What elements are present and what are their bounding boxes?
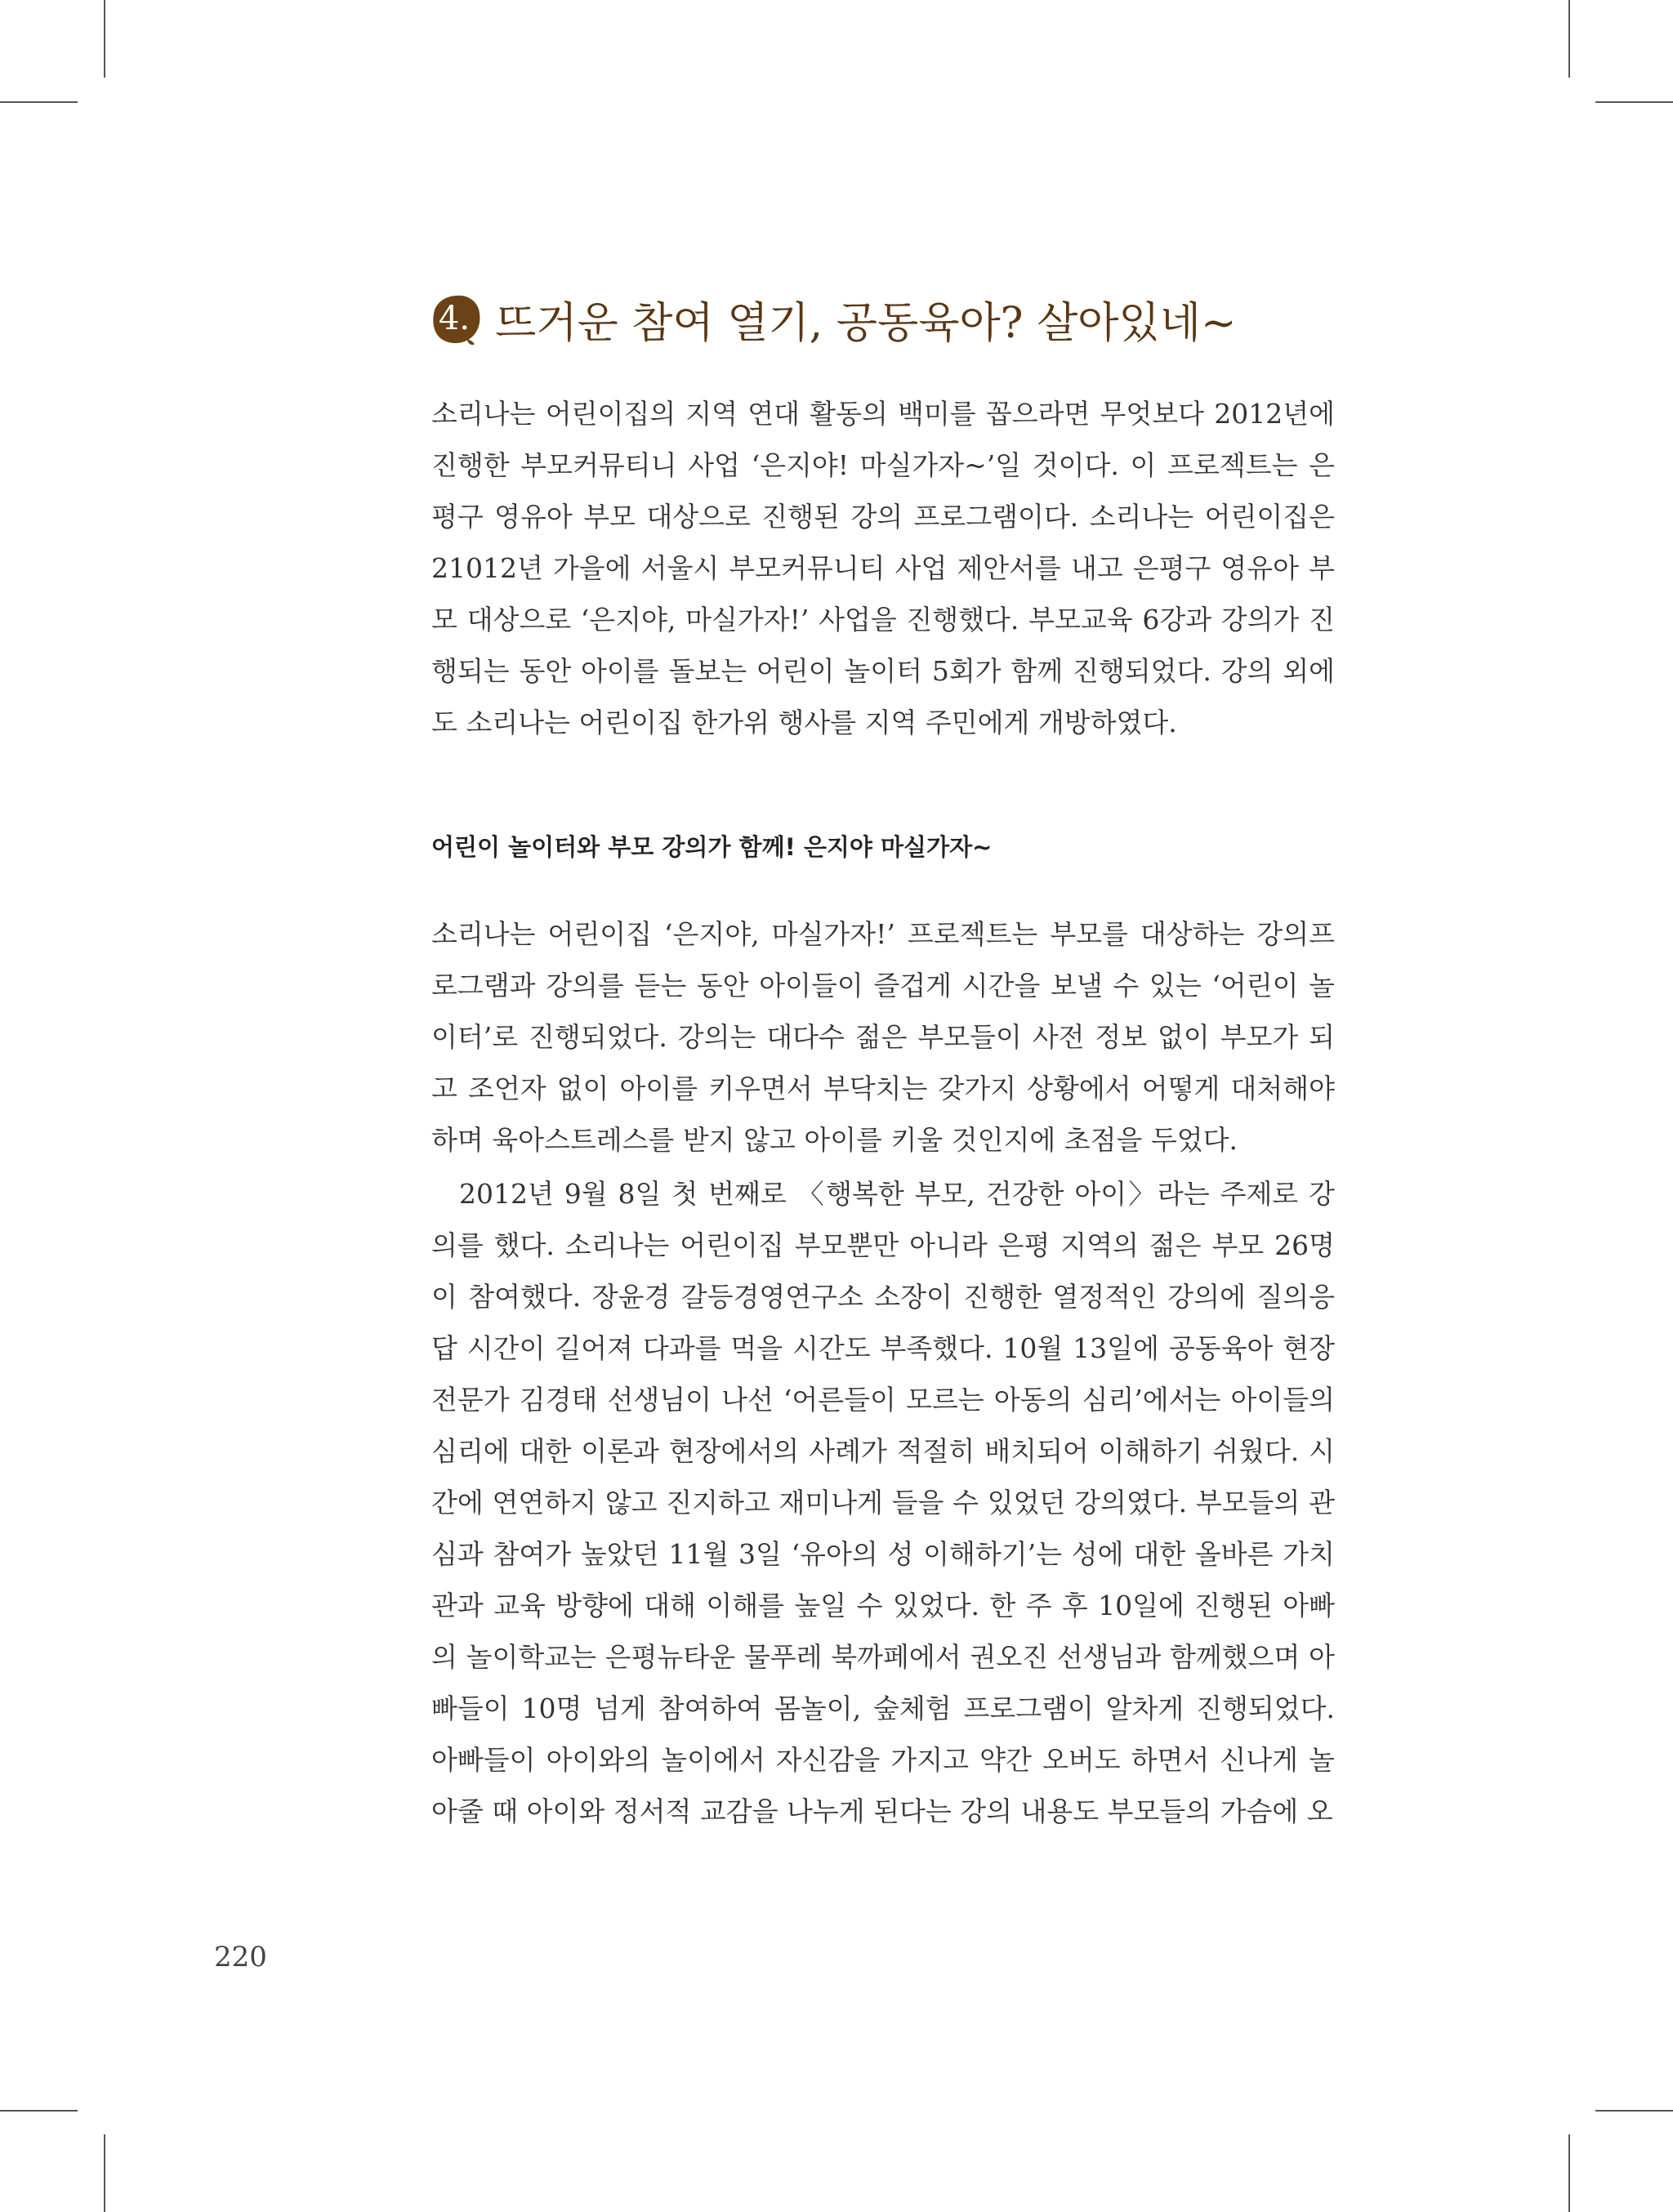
section-number: 4. — [438, 300, 471, 337]
crop-mark-bottom-left-vertical — [104, 2134, 105, 2212]
crop-mark-bottom-left-horizontal — [0, 2110, 78, 2112]
body-paragraph-2: 2012년 9월 8일 첫 번째로 〈행복한 부모, 건강한 아이〉라는 주제로 강의를 했다. 소리나는 어린이집 부모뿐만 아니라 은평 지역의 젊은 부모 26명이 참여했다. 장윤경 갈등경영연구소 소장이 진행한 열정적인 강의에 질의응답 시간이 길어져 다과를 먹을 시간도 부족했다. 10월 13일에 공동육아 현장 전문가 김경태 선생님이 나선 ‘어른들이 모르는 아동의 심리’에서는 아이들의 심리에 대한 이론과 현장에서의 사례가 적절히 배치되어 이해하기 쉬웠다. 시간에 연연하지 않고 진지하고 재미나게 들을 수 있었던 강의였다. 부모들의 관심과 참여가 높았던 11월 3일 ‘유아의 성 이해하기’는 성에 대한 올바른 가치관과 교육 방향에 대해 이해를 높일 수 있었다. 한 주 후 10일에 진행된 아빠의 놀이학교는 은평뉴타운 물푸레 북까페에서 권오진 선생님과 함께했으며 아빠들이 10명 넘게 참여하여 몸놀이, 숲체험 프로그램이 알차게 진행되었다. 아빠들이 아이와의 놀이에서 자신감을 가지고 약간 오버도 하면서 신나게 놀아줄 때 아이와 정서적 교감을 나누게 된다는 강의 내용도 부모들의 가슴에 오 — [431, 1178, 1335, 1827]
section-title: 뜨거운 참여 열기, 공동육아? 살아있네~ — [495, 298, 1237, 348]
crop-mark-top-left-vertical — [104, 0, 105, 78]
section-number-badge — [431, 293, 480, 344]
crop-mark-top-left-horizontal — [0, 101, 78, 103]
intro-paragraph: 소리나는 어린이집의 지역 연대 활동의 백미를 꼽으라면 무엇보다 2012년에 진행한 부모커뮤티니 사업 ‘은지야! 마실가자~’일 것이다. 이 프로젝트는 은평구 영유아 부모 대상으로 진행된 강의 프로그램이다. 소리나는 어린이집은 21012년 가을에 서울시 부모커뮤니티 사업 제안서를 내고 은평구 영유아 부모 대상으로 ‘은지야, 마실가자!’ 사업을 진행했다. 부모교육 6강과 강의가 진행되는 동안 아이를 돌보는 어린이 놀이터 5회가 함께 진행되었다. 강의 외에도 소리나는 어린이집 한가위 행사를 지역 주민에게 개방하였다. — [431, 398, 1335, 738]
subheading: 어린이 놀이터와 부모 강의가 함께! 은지야 마실가자~ — [431, 833, 993, 861]
section-heading — [431, 286, 1330, 351]
crop-mark-top-right-horizontal — [1595, 101, 1673, 103]
crop-mark-bottom-right-horizontal — [1595, 2110, 1673, 2112]
page-number: 220 — [214, 1941, 267, 1973]
crop-mark-bottom-right-vertical — [1568, 2134, 1570, 2212]
crop-mark-top-right-vertical — [1568, 0, 1570, 78]
body-paragraph-1: 소리나는 어린이집 ‘은지야, 마실가자!’ 프로젝트는 부모를 대상하는 강의프로그램과 강의를 듣는 동안 아이들이 즐겁게 시간을 보낼 수 있는 ‘어린이 놀이터’로 진행되었다. 강의는 대다수 젊은 부모들이 사전 정보 없이 부모가 되고 조언자 없이 아이를 키우면서 부닥치는 갖가지 상황에서 어떻게 대처해야 하며 육아스트레스를 받지 않고 아이를 키울 것인지에 초점을 두었다. — [431, 918, 1335, 1156]
